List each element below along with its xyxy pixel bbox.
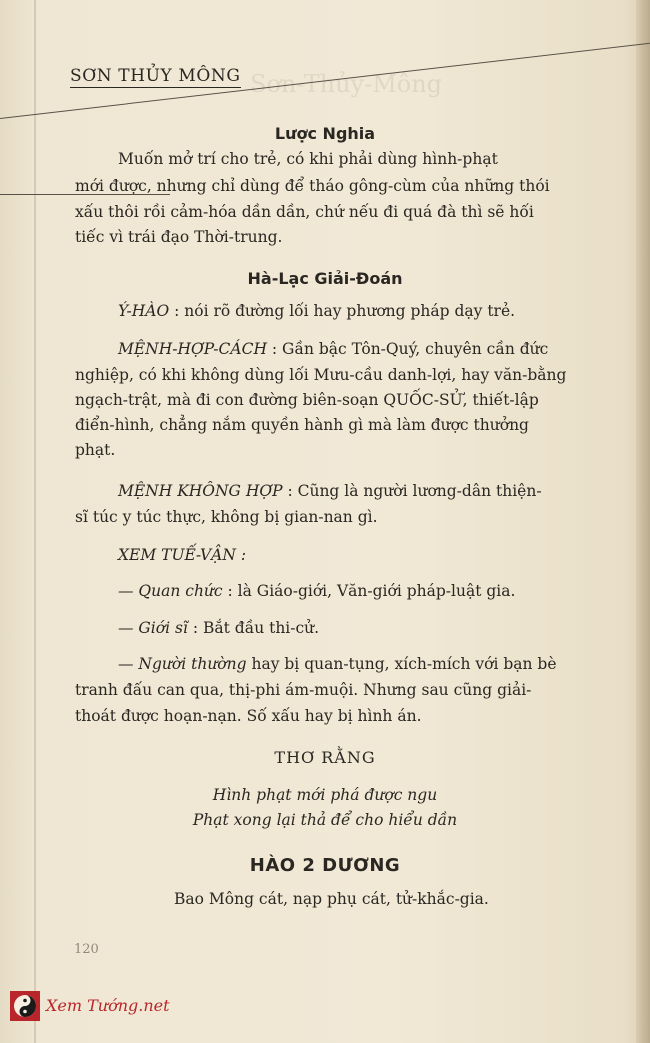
menh-hop-label: MỆNH-HỢP-CÁCH — [118, 340, 267, 358]
menh-khong-first-line — [118, 482, 542, 500]
page-edge — [636, 0, 650, 1043]
page-number: 120 — [74, 942, 99, 957]
menh-khong-label: MỆNH KHÔNG HỢP — [118, 482, 283, 500]
yin-yang-logo-icon — [10, 991, 40, 1021]
menh-hop-line-2: nghiệp, có khi không dùng lối Mưu-cầu danh-lợi, hay văn-bằng — [75, 366, 567, 384]
gioi-si-text: : Bắt đầu thi-cử. — [187, 619, 320, 637]
xem-tue-van-heading: XEM TUẾ-VẬN : — [118, 546, 247, 564]
section-title-ha-lac: Hà-Lạc Giải-Đoán — [247, 269, 403, 288]
nguoi-thuong-line-3: thoát được hoạn-nạn. Số xấu hay bị hình án. — [75, 707, 422, 725]
section-title-luoc-nghia: Lược Nghia — [274, 124, 376, 143]
luoc-nghia-line-3: xấu thôi rồi cảm-hóa dần dần, chứ nếu đi quá đà thì sẽ hối — [75, 203, 534, 221]
bleed-through-text: Sơn-Thủy-Mông — [250, 70, 443, 98]
menh-khong-line-1: : Cũng là người lương-dân thiện- — [282, 482, 542, 500]
menh-hop-line-4: điển-hình, chẳng nắm quyền hành gì mà làm được thưởng — [75, 416, 529, 434]
quan-chuc-line — [118, 582, 515, 600]
poem-line-2: Phạt xong lại thả để cho hiểu dần — [192, 811, 458, 829]
gioi-si-label: — Giới sĩ — [118, 619, 188, 637]
hao-2-title: HÀO 2 DƯƠNG — [249, 855, 401, 876]
menh-hop-first-line — [118, 340, 548, 358]
y-hao-label: Ý-HÀO — [118, 302, 170, 320]
gioi-si-line — [118, 619, 319, 637]
menh-hop-line-1: : Gần bậc Tôn-Quý, chuyên cần đức — [266, 340, 549, 358]
hao-2-line: Bao Mông cát, nạp phụ cát, tử-khắc-gia. — [174, 890, 489, 908]
menh-hop-line-5: phạt. — [75, 441, 116, 459]
nguoi-thuong-line-1: hay bị quan-tụng, xích-mích với bạn bè — [246, 655, 557, 673]
luoc-nghia-line-4: tiếc vì trái đạo Thời-trung. — [75, 228, 283, 246]
watermark-text[interactable]: Xem Tướng.net — [46, 996, 170, 1015]
y-hao-paragraph — [118, 302, 515, 320]
nguoi-thuong-first-line — [118, 655, 557, 673]
quan-chuc-label: — Quan chức — [118, 582, 223, 600]
poem-title: THƠ RẰNG — [274, 748, 376, 767]
nguoi-thuong-label: — Người thường — [118, 655, 247, 673]
running-header: SƠN THỦY MÔNG — [70, 66, 241, 86]
luoc-nghia-line-1: Muốn mở trí cho trẻ, có khi phải dùng hình-phạt — [118, 150, 498, 168]
binding-shadow — [34, 0, 36, 1043]
nguoi-thuong-line-2: tranh đấu can qua, thị-phi ám-muội. Nhưng sau cũng giải- — [75, 681, 532, 699]
menh-hop-line-3: ngạch-trật, mà đi con đường biên-soạn QUỐC-SỬ, thiết-lập — [75, 391, 539, 409]
luoc-nghia-line-2: mới được, nhưng chỉ dùng để tháo gông-cùm của những thói — [75, 177, 550, 195]
poem-line-1: Hình phạt mới phá được ngu — [212, 786, 438, 804]
y-hao-text: : nói rõ đường lối hay phương pháp dạy trẻ. — [169, 302, 516, 320]
menh-khong-line-2: sĩ túc y túc thực, không bị gian-nan gì. — [75, 508, 378, 526]
quan-chuc-text: : là Giáo-giới, Văn-giới pháp-luật gia. — [222, 582, 516, 600]
